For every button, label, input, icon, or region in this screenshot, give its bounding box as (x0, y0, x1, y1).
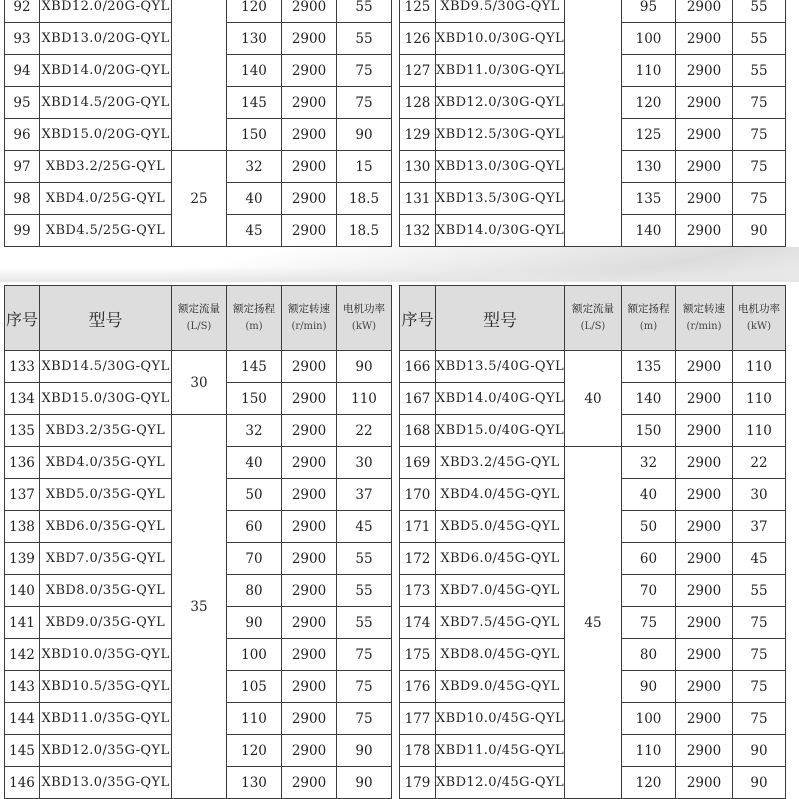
head-cell: 135 (622, 183, 676, 215)
model-cell: XBD10.0/45G-QYL (436, 703, 565, 735)
flow-cell: 25 (172, 151, 227, 247)
model-cell: XBD9.0/45G-QYL (436, 671, 565, 703)
power-cell: 75 (733, 87, 786, 119)
head-header-unit: (m) (639, 321, 658, 332)
speed-cell: 2900 (676, 671, 733, 703)
model-cell: XBD8.0/45G-QYL (436, 639, 565, 671)
speed-cell: 2900 (282, 447, 337, 479)
seq-cell: 99 (5, 215, 40, 247)
speed-cell: 2900 (676, 55, 733, 87)
seq-cell: 127 (400, 55, 436, 87)
seq-cell: 167 (400, 383, 436, 415)
power-cell: 75 (733, 639, 786, 671)
head-cell: 32 (227, 415, 282, 447)
model-cell: XBD12.0/20G-QYL (40, 0, 172, 23)
seq-cell: 140 (5, 575, 40, 607)
speed-cell: 2900 (282, 735, 337, 767)
power-cell: 75 (337, 671, 392, 703)
head-cell: 110 (622, 55, 676, 87)
power-header-unit: (kW) (746, 321, 772, 332)
power-cell: 110 (733, 351, 786, 383)
speed-cell: 2900 (676, 215, 733, 247)
head-header-label: 额定扬程 (627, 303, 670, 315)
speed-cell: 2900 (282, 87, 337, 119)
head-cell: 100 (227, 639, 282, 671)
seq-cell: 94 (5, 55, 40, 87)
head-cell: 45 (227, 215, 282, 247)
flow-header-label: 额定流量 (178, 303, 220, 315)
table-row (5, 415, 392, 447)
speed-cell: 2900 (282, 511, 337, 543)
model-cell: XBD13.5/30G-QYL (436, 183, 565, 215)
model-cell: XBD12.0/45G-QYL (436, 767, 565, 799)
model-cell: XBD14.0/40G-QYL (436, 383, 565, 415)
power-header-label: 电机功率 (343, 303, 385, 315)
head-header-label: 额定扬程 (233, 303, 275, 315)
seq-cell: 139 (5, 543, 40, 575)
head-cell: 125 (622, 119, 676, 151)
power-cell: 75 (733, 119, 786, 151)
seq-cell: 175 (400, 639, 436, 671)
seq-cell: 130 (400, 151, 436, 183)
head-header-unit: (m) (245, 321, 263, 332)
model-cell: XBD7.0/35G-QYL (40, 543, 172, 575)
pump-table-top-left (4, 0, 392, 247)
power-cell: 75 (733, 151, 786, 183)
flow-header (565, 286, 622, 351)
power-cell: 55 (337, 23, 392, 55)
power-cell: 55 (337, 0, 392, 23)
power-cell: 15 (337, 151, 392, 183)
model-cell: XBD4.0/25G-QYL (40, 183, 172, 215)
head-cell: 50 (622, 511, 676, 543)
head-cell: 80 (227, 575, 282, 607)
head-cell: 32 (622, 447, 676, 479)
seq-cell: 178 (400, 735, 436, 767)
model-cell: XBD14.0/30G-QYL (436, 215, 565, 247)
pump-table-top-right (399, 0, 786, 247)
power-cell: 55 (337, 607, 392, 639)
flow-cell-empty (172, 0, 227, 151)
seq-cell: 145 (5, 735, 40, 767)
head-cell: 40 (227, 183, 282, 215)
table-row (400, 447, 786, 479)
model-cell: XBD15.0/30G-QYL (40, 383, 172, 415)
seq-cell: 172 (400, 543, 436, 575)
power-cell: 75 (337, 639, 392, 671)
speed-cell: 2900 (676, 447, 733, 479)
speed-cell: 2900 (676, 23, 733, 55)
head-cell: 120 (622, 87, 676, 119)
model-cell: XBD13.0/30G-QYL (436, 151, 565, 183)
power-cell: 55 (733, 23, 786, 55)
speed-header-label: 额定转速 (683, 303, 725, 315)
seq-cell: 98 (5, 183, 40, 215)
seq-cell: 134 (5, 383, 40, 415)
seq-cell: 169 (400, 447, 436, 479)
head-cell: 120 (622, 767, 676, 799)
table-header-row (5, 286, 392, 351)
model-cell: XBD12.0/35G-QYL (40, 735, 172, 767)
speed-cell: 2900 (282, 767, 337, 799)
speed-cell: 2900 (282, 151, 337, 183)
head-cell: 150 (227, 383, 282, 415)
power-cell: 90 (337, 351, 392, 383)
speed-cell: 2900 (282, 383, 337, 415)
model-cell: XBD6.0/35G-QYL (40, 511, 172, 543)
speed-cell: 2900 (282, 119, 337, 151)
power-cell: 18.5 (337, 215, 392, 247)
model-cell: XBD15.0/20G-QYL (40, 119, 172, 151)
speed-cell: 2900 (282, 351, 337, 383)
head-cell: 70 (622, 575, 676, 607)
head-cell: 60 (227, 511, 282, 543)
seq-cell: 133 (5, 351, 40, 383)
head-cell: 120 (227, 735, 282, 767)
speed-cell: 2900 (282, 639, 337, 671)
flow-cell: 45 (565, 447, 622, 799)
top-section (0, 0, 799, 247)
seq-cell: 92 (5, 0, 40, 23)
flow-header-label: 额定流量 (572, 303, 614, 315)
table-row (5, 151, 392, 183)
head-cell: 120 (227, 0, 282, 23)
seq-cell: 144 (5, 703, 40, 735)
power-cell: 75 (337, 87, 392, 119)
seq-cell: 138 (5, 511, 40, 543)
power-cell: 75 (733, 703, 786, 735)
section-divider-band (0, 247, 799, 282)
power-cell: 37 (733, 511, 786, 543)
speed-cell: 2900 (676, 119, 733, 151)
head-cell: 150 (227, 119, 282, 151)
seq-cell: 96 (5, 119, 40, 151)
power-cell: 75 (733, 671, 786, 703)
model-cell: XBD5.0/35G-QYL (40, 479, 172, 511)
head-header (227, 286, 282, 351)
pump-table-bottom-right (399, 285, 786, 799)
model-cell: XBD7.0/45G-QYL (436, 575, 565, 607)
seq-cell: 93 (5, 23, 40, 55)
flow-cell: 35 (172, 415, 227, 799)
model-cell: XBD3.2/25G-QYL (40, 151, 172, 183)
flow-cell: 30 (172, 351, 227, 415)
speed-header-label: 额定转速 (288, 303, 330, 315)
seq-cell: 168 (400, 415, 436, 447)
model-cell: XBD11.0/45G-QYL (436, 735, 565, 767)
head-cell: 70 (227, 543, 282, 575)
speed-cell: 2900 (676, 511, 733, 543)
seq-header: 序号 (400, 286, 436, 351)
seq-cell: 174 (400, 607, 436, 639)
power-cell: 22 (733, 447, 786, 479)
model-cell: XBD11.0/30G-QYL (436, 55, 565, 87)
power-cell: 45 (337, 511, 392, 543)
model-cell: XBD12.5/30G-QYL (436, 119, 565, 151)
power-cell: 90 (337, 767, 392, 799)
model-cell: XBD10.0/30G-QYL (436, 23, 565, 55)
speed-cell: 2900 (282, 575, 337, 607)
model-cell: XBD15.0/40G-QYL (436, 415, 565, 447)
head-cell: 130 (622, 151, 676, 183)
power-cell: 55 (733, 55, 786, 87)
power-cell: 90 (733, 735, 786, 767)
seq-cell: 142 (5, 639, 40, 671)
table-row (5, 0, 392, 23)
head-cell: 50 (227, 479, 282, 511)
seq-cell: 170 (400, 479, 436, 511)
power-cell: 90 (733, 767, 786, 799)
power-cell: 30 (337, 447, 392, 479)
speed-cell: 2900 (676, 703, 733, 735)
seq-cell: 173 (400, 575, 436, 607)
head-cell: 40 (622, 479, 676, 511)
head-cell: 90 (227, 607, 282, 639)
model-cell: XBD14.0/20G-QYL (40, 55, 172, 87)
model-cell: XBD4.5/25G-QYL (40, 215, 172, 247)
head-cell: 90 (622, 671, 676, 703)
model-cell: XBD9.5/30G-QYL (436, 0, 565, 23)
speed-cell: 2900 (282, 183, 337, 215)
speed-cell: 2900 (282, 415, 337, 447)
flow-header (172, 286, 227, 351)
speed-header (282, 286, 337, 351)
head-cell: 140 (622, 383, 676, 415)
model-cell: XBD14.5/30G-QYL (40, 351, 172, 383)
seq-cell: 171 (400, 511, 436, 543)
power-cell: 18.5 (337, 183, 392, 215)
seq-cell: 137 (5, 479, 40, 511)
power-cell: 75 (337, 55, 392, 87)
speed-cell: 2900 (282, 671, 337, 703)
power-cell: 45 (733, 543, 786, 575)
speed-cell: 2900 (282, 0, 337, 23)
power-header-unit: (kW) (351, 321, 377, 332)
power-cell: 75 (733, 183, 786, 215)
power-cell: 22 (337, 415, 392, 447)
speed-header-unit: (r/min) (291, 321, 327, 332)
speed-cell: 2900 (676, 183, 733, 215)
power-cell: 55 (733, 575, 786, 607)
seq-cell: 126 (400, 23, 436, 55)
power-cell: 90 (337, 735, 392, 767)
seq-cell: 166 (400, 351, 436, 383)
power-cell: 90 (337, 119, 392, 151)
speed-cell: 2900 (676, 543, 733, 575)
power-cell: 90 (733, 215, 786, 247)
head-cell: 140 (227, 55, 282, 87)
model-cell: XBD4.0/35G-QYL (40, 447, 172, 479)
head-cell: 80 (622, 639, 676, 671)
seq-cell: 132 (400, 215, 436, 247)
head-cell: 110 (622, 735, 676, 767)
table-row (400, 351, 786, 383)
speed-cell: 2900 (676, 735, 733, 767)
head-cell: 95 (622, 0, 676, 23)
seq-header: 序号 (5, 286, 40, 351)
model-cell: XBD6.0/45G-QYL (436, 543, 565, 575)
speed-cell: 2900 (676, 607, 733, 639)
table-row (400, 0, 786, 23)
seq-cell: 146 (5, 767, 40, 799)
model-cell: XBD5.0/45G-QYL (436, 511, 565, 543)
seq-cell: 135 (5, 415, 40, 447)
model-cell: XBD13.0/35G-QYL (40, 767, 172, 799)
power-header (733, 286, 786, 351)
speed-cell: 2900 (282, 23, 337, 55)
model-cell: XBD7.5/45G-QYL (436, 607, 565, 639)
seq-cell: 141 (5, 607, 40, 639)
speed-cell: 2900 (676, 351, 733, 383)
power-cell: 55 (337, 575, 392, 607)
speed-cell: 2900 (282, 543, 337, 575)
head-cell: 100 (622, 23, 676, 55)
flow-cell-empty (565, 0, 622, 247)
speed-cell: 2900 (676, 151, 733, 183)
seq-cell: 177 (400, 703, 436, 735)
power-cell: 110 (733, 415, 786, 447)
power-cell: 75 (337, 703, 392, 735)
table-row (5, 351, 392, 383)
model-cell: XBD10.0/35G-QYL (40, 639, 172, 671)
power-cell: 75 (733, 607, 786, 639)
seq-cell: 97 (5, 151, 40, 183)
seq-cell: 143 (5, 671, 40, 703)
head-cell: 130 (227, 767, 282, 799)
model-cell: XBD12.0/30G-QYL (436, 87, 565, 119)
model-cell: XBD11.0/35G-QYL (40, 703, 172, 735)
head-cell: 60 (622, 543, 676, 575)
flow-header-unit: (L/S) (580, 321, 606, 332)
model-cell: XBD13.5/40G-QYL (436, 351, 565, 383)
model-header: 型号 (436, 286, 565, 351)
power-cell: 55 (733, 0, 786, 23)
model-cell: XBD8.0/35G-QYL (40, 575, 172, 607)
power-header-label: 电机功率 (738, 303, 780, 315)
head-cell: 135 (622, 351, 676, 383)
speed-cell: 2900 (282, 479, 337, 511)
speed-cell: 2900 (676, 639, 733, 671)
speed-cell: 2900 (676, 767, 733, 799)
head-cell: 145 (227, 351, 282, 383)
head-header (622, 286, 676, 351)
head-cell: 100 (622, 703, 676, 735)
model-cell: XBD13.0/20G-QYL (40, 23, 172, 55)
speed-header-unit: (r/min) (686, 321, 722, 332)
model-cell: XBD3.2/35G-QYL (40, 415, 172, 447)
flow-cell: 40 (565, 351, 622, 447)
seq-cell: 125 (400, 0, 436, 23)
speed-cell: 2900 (676, 415, 733, 447)
speed-cell: 2900 (282, 607, 337, 639)
head-cell: 75 (622, 607, 676, 639)
seq-cell: 95 (5, 87, 40, 119)
head-cell: 150 (622, 415, 676, 447)
seq-cell: 136 (5, 447, 40, 479)
seq-cell: 176 (400, 671, 436, 703)
speed-cell: 2900 (282, 55, 337, 87)
seq-cell: 179 (400, 767, 436, 799)
power-cell: 30 (733, 479, 786, 511)
power-cell: 110 (337, 383, 392, 415)
head-cell: 110 (227, 703, 282, 735)
model-header: 型号 (40, 286, 172, 351)
head-cell: 105 (227, 671, 282, 703)
speed-cell: 2900 (676, 479, 733, 511)
speed-cell: 2900 (676, 575, 733, 607)
speed-cell: 2900 (676, 383, 733, 415)
seq-cell: 128 (400, 87, 436, 119)
speed-header (676, 286, 733, 351)
power-cell: 55 (337, 543, 392, 575)
model-cell: XBD3.2/45G-QYL (436, 447, 565, 479)
seq-cell: 131 (400, 183, 436, 215)
head-cell: 145 (227, 87, 282, 119)
speed-cell: 2900 (676, 0, 733, 23)
bottom-section (0, 282, 799, 798)
power-cell: 37 (337, 479, 392, 511)
power-cell: 110 (733, 383, 786, 415)
seq-cell: 129 (400, 119, 436, 151)
speed-cell: 2900 (282, 215, 337, 247)
head-cell: 40 (227, 447, 282, 479)
head-cell: 140 (622, 215, 676, 247)
model-cell: XBD4.0/45G-QYL (436, 479, 565, 511)
model-cell: XBD9.0/35G-QYL (40, 607, 172, 639)
pump-table-bottom-left (4, 285, 392, 799)
model-cell: XBD14.5/20G-QYL (40, 87, 172, 119)
speed-cell: 2900 (676, 87, 733, 119)
speed-cell: 2900 (282, 703, 337, 735)
power-header (337, 286, 392, 351)
head-cell: 32 (227, 151, 282, 183)
table-header-row (400, 286, 786, 351)
model-cell: XBD10.5/35G-QYL (40, 671, 172, 703)
head-cell: 130 (227, 23, 282, 55)
flow-header-unit: (L/S) (186, 321, 212, 332)
